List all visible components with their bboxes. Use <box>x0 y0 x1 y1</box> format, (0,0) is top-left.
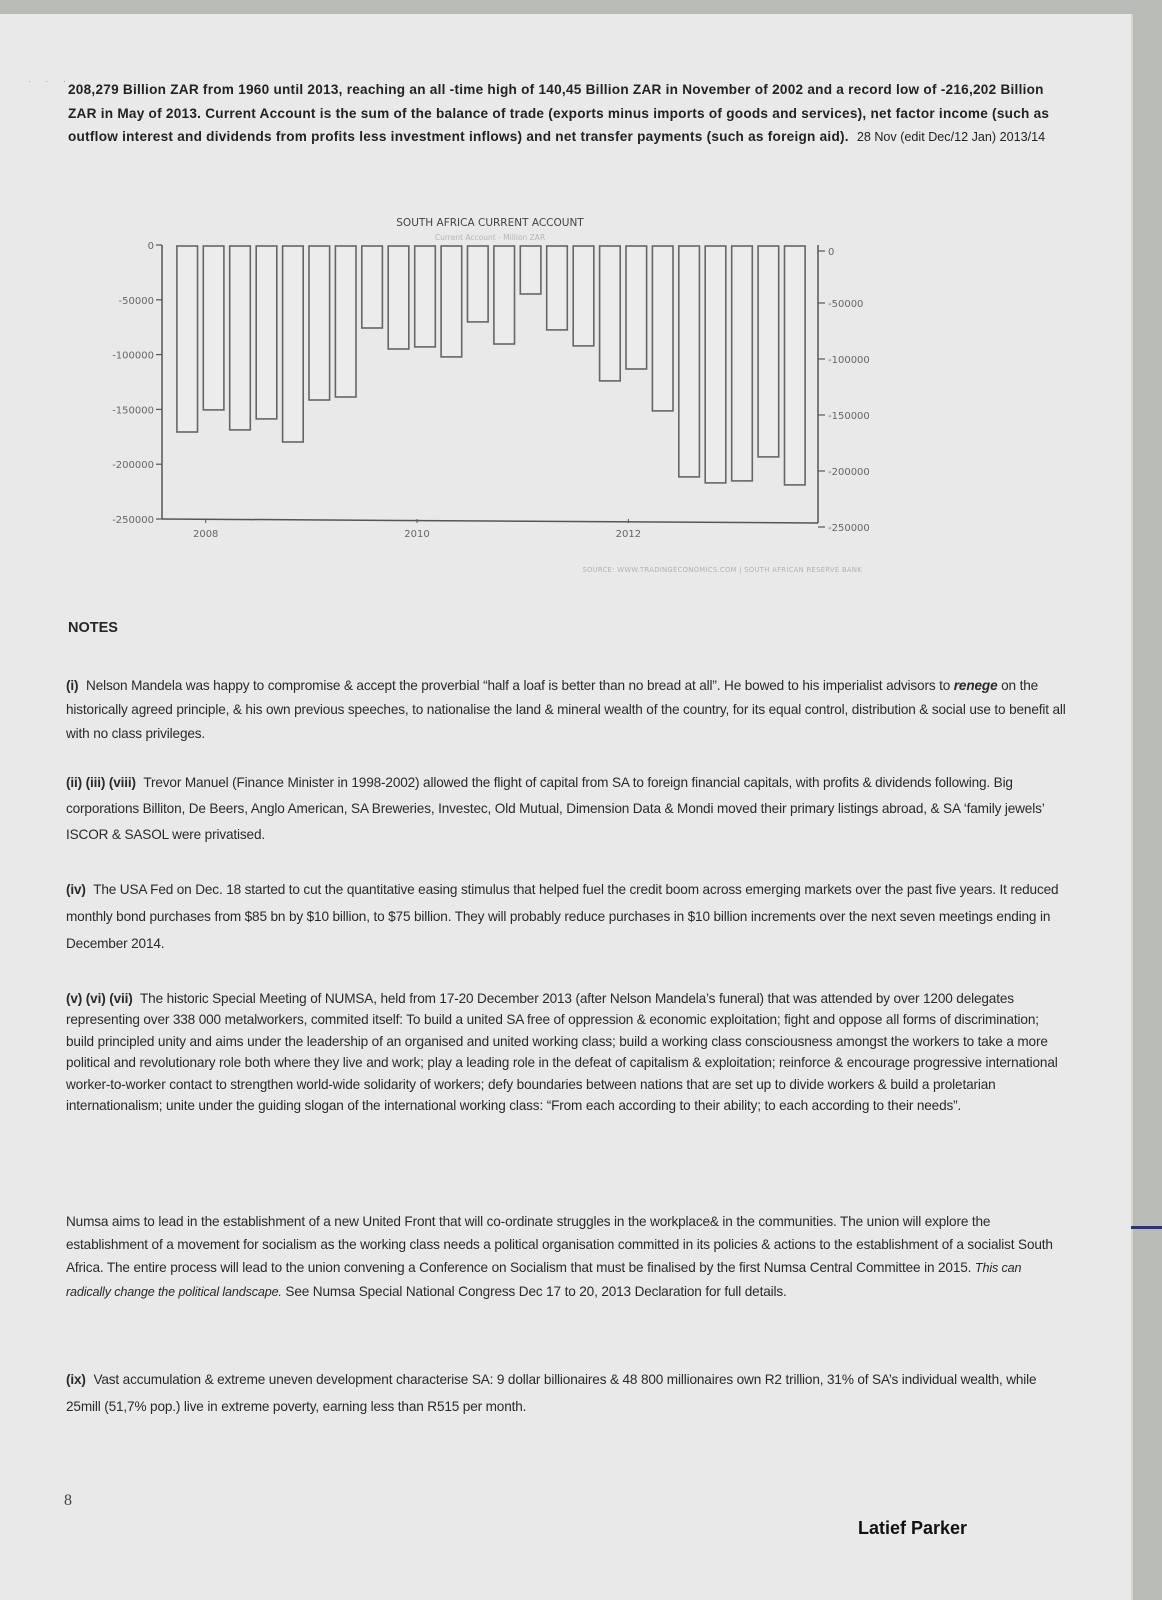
y-tick-label-left: -150000 <box>112 405 154 417</box>
bar <box>573 246 594 346</box>
bar <box>362 246 383 328</box>
bar <box>679 246 700 477</box>
bar <box>494 246 515 344</box>
notes-heading: NOTES <box>68 620 118 636</box>
y-tick-label-right: -200000 <box>828 467 870 478</box>
scan-artifact: · · · <box>28 76 72 86</box>
x-axis <box>162 519 818 523</box>
note-label: (ii) (iii) (viii) <box>66 775 136 790</box>
y-tick-label-left: -200000 <box>112 460 154 472</box>
bar <box>335 246 356 397</box>
y-tick-label-right: -150000 <box>828 411 870 422</box>
bar <box>547 246 568 330</box>
y-tick-label-right: -250000 <box>828 523 870 534</box>
y-tick-label-left: -250000 <box>112 515 154 526</box>
bar <box>230 246 251 430</box>
edge-marker <box>1131 1226 1162 1229</box>
note-numsa-united-front <box>66 1210 1066 1304</box>
bar <box>600 246 621 381</box>
bar <box>520 246 541 294</box>
intro-paragraph <box>68 78 1058 150</box>
bar <box>758 246 779 457</box>
x-tick-label: 2010 <box>404 529 430 540</box>
y-tick-label-right: -100000 <box>828 355 870 366</box>
note-emphasis: This can radically change the political landscape. <box>66 1261 1022 1299</box>
note-text: Trevor Manuel (Finance Minister in 1998-2002) allowed the flight of capital from SA to foreign financial capitals, with profits & dividends following. Big corporations Billiton, De Beers, Anglo American, SA Breweries, Investec, Old Mutual, Dimension Data & Mondi moved their primary listings abroad, & SA ‘family jewels’ ISCOR & SASOL were privatised. <box>66 775 1045 842</box>
current-account-chart <box>90 210 910 600</box>
chart-svg <box>90 210 910 600</box>
bar <box>705 246 726 483</box>
y-tick-label-left: 0 <box>147 241 154 252</box>
note-i <box>66 674 1066 746</box>
bar <box>309 246 330 400</box>
note-label: (i) <box>66 678 79 693</box>
note-text: The historic Special Meeting of NUMSA, held from 17-20 December 2013 (after Nelson Mandela’s funeral) that was attended by over 1200 delegates representing over 338 000 metalworkers, commited itself: To build a united SA free of oppression & economic exploitation; fight and oppose all forms of discrimination; build principled unity and aims under the leadership of an organised and united working class; build a working class consciousness amongst the workers to take a more political and revolutionary role both where they live and work; play a leading role in the defeat of capitalism & exploitation; reinforce & encourage progressive international worker-to-worker contact to strengthen world-wide solidarity of workers; defy boundaries between nations that are set up to divide workers & build a proletarian internationalism; unite under the guiding slogan of the international working class: “From each according to their ability; to each according to their needs”. <box>66 991 1058 1114</box>
note-text: Numsa aims to lead in the establishment of a new United Front that will co-ordinate struggles in the workplace& in the communities. The union will explore the establishment of a movement for socialism as the working class needs a political organisation committed in its policies & actions to the establishment of a socialist South Africa. The entire process will lead to the union convening a Conference on Socialism that must be finalised by the first Numsa Central Committee in 2015. <box>66 1214 1053 1275</box>
intro-text: 208,279 Billion ZAR from 1960 until 2013, reaching an all -time high of 140,45 Billion ZAR in November of 2002 and a record low of -216,202 Billion ZAR in May of 2013. Current Account is the sum of the balance of trade (exports minus imports of goods and services), net factor income (such as outflow interest and dividends from profits less investment inflows) and net transfer payments (such as foreign aid). <box>68 82 1050 144</box>
bar <box>468 246 489 322</box>
bar <box>256 246 277 419</box>
chart-subtitle: Current Account - Million ZAR <box>434 233 546 242</box>
chart-source: SOURCE: WWW.TRADINGECONOMICS.COM | SOUTH AFRICAN RESERVE BANK <box>582 566 862 574</box>
note-text: Nelson Mandela was happy to compromise & accept the proverbial “half a loaf is better than no bread at all”. He bowed to his imperialist advisors to <box>86 678 951 693</box>
x-tick-label: 2008 <box>192 529 219 540</box>
bar <box>415 246 436 347</box>
bar <box>732 246 753 481</box>
y-tick-label-left: -100000 <box>112 350 154 362</box>
author-name: Latief Parker <box>858 1518 968 1538</box>
bar <box>626 246 647 369</box>
bar <box>203 246 224 410</box>
note-label: (v) (vi) (vii) <box>66 991 133 1006</box>
note-ix <box>66 1366 1066 1420</box>
note-label: (iv) <box>66 882 86 897</box>
note-text: Vast accumulation & extreme uneven development characterise SA: 9 dollar billionaires & 48 800 millionaires own R2 trillion, 31% of SA’s individual wealth, while 25mill (51,7% pop.) live in extreme poverty, earning less than R515 per month. <box>66 1372 1037 1414</box>
page-number: 8 <box>64 1492 72 1509</box>
y-tick-label-left: -50000 <box>118 295 154 307</box>
bar <box>283 246 304 442</box>
bar <box>652 246 673 411</box>
note-text: See Numsa Special National Congress Dec 17 to 20, 2013 Declaration for full details. <box>285 1284 787 1299</box>
bar <box>177 246 198 432</box>
note-text: on the historically agreed principle, & his own previous speeches, to nationalise the land & mineral wealth of the country, for its equal control, distribution & social use to benefit all with no class privileges. <box>66 678 1066 741</box>
x-tick-label: 2012 <box>615 529 642 540</box>
bar-series <box>177 246 805 485</box>
chart-axes <box>112 241 870 540</box>
bar <box>785 246 806 485</box>
bar <box>441 246 462 357</box>
note-label: (ix) <box>66 1372 86 1387</box>
y-tick-label-right: -50000 <box>828 299 864 310</box>
date-note: 28 Nov (edit Dec/12 Jan) 2013/14 <box>856 130 1046 144</box>
note-text: The USA Fed on Dec. 18 started to cut the quantitative easing stimulus that helped fuel the credit boom across emerging markets over the past five years. It reduced monthly bond purchases from $85 bn by $10 billion, to $75 billion. They will probably reduce purchases in $10 billion increments over the next seven meetings ending in December 2014. <box>66 882 1059 951</box>
y-tick-label-right: 0 <box>828 247 835 258</box>
note-ii-iii-viii <box>66 770 1066 848</box>
note-v-vi-vii <box>66 988 1066 1116</box>
bar <box>388 246 409 349</box>
chart-title: SOUTH AFRICA CURRENT ACCOUNT <box>396 217 584 229</box>
note-emphasis: renege <box>953 678 998 693</box>
note-iv <box>66 876 1066 957</box>
